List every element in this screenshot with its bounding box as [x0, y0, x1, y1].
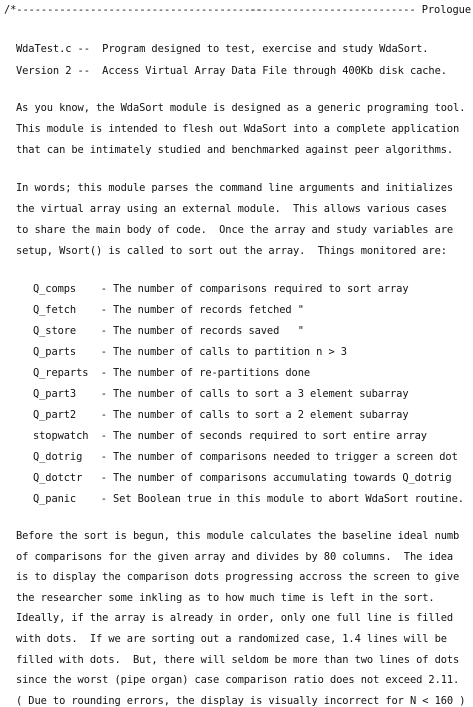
paragraph-line: setup, Wsort() is called to sort out the array. Things monitored are: [16, 245, 447, 257]
paragraph-line: that can be intimately studied and benchmarked against peer algorithms. [16, 144, 454, 156]
paragraph-line: As you know, the WdaSort module is designed as a generic programing tool. [16, 102, 466, 114]
variable-item: stopwatch - The number of seconds required to sort entire array [33, 430, 427, 442]
paragraph-line: of comparisons for the given array and divides by 80 columns. The idea [16, 550, 454, 563]
variable-item: Q_fetch - The number of records fetched " [33, 304, 304, 316]
variable-item: Q_dotrig - The number of comparisons needed to trigger a screen dot [33, 451, 458, 463]
paragraph-line: ( Due to rounding errors, the display is visually incorrect for N < 160 ) [16, 694, 466, 707]
paragraph-line: the virtual array using an external module. This allows various cases [16, 203, 447, 215]
paragraph-line: with dots. If we are sorting out a randomized case, 1.4 lines will be [16, 633, 447, 645]
paragraph-line: to share the main body of code. Once the array and study variables are [16, 224, 454, 236]
paragraph-line: Ideally, if the array is already in order, only one full line is filled [16, 612, 454, 625]
paragraph-line: This module is intended to flesh out WdaSort into a complete application [16, 123, 460, 135]
variable-item: Q_panic - Set Boolean true in this module to abort WdaSort routine. [33, 493, 464, 505]
variable-item: Q_comps - The number of comparisons required to sort array [33, 283, 409, 295]
variable-item: Q_dotctr - The number of comparisons accumulating towards Q_dotrig [33, 472, 452, 484]
header-title: --------------------------- Prologue [249, 4, 471, 16]
intro-line: WdaTest.c -- Program designed to test, exercise and study WdaSort. [16, 43, 429, 55]
paragraph-line: In words; this module parses the command line arguments and initializes [16, 182, 454, 194]
variable-item: Q_part3 - The number of calls to sort a 3 element subarray [33, 388, 409, 400]
variable-item: Q_part2 - The number of calls to sort a 2 element subarray [33, 409, 409, 421]
paragraph-line: the researcher some inkling as to how much time is left in the sort. [16, 591, 435, 604]
paragraph-line: is to display the comparison dots progressing accross the screen to give [16, 571, 460, 584]
variable-item: Q_reparts - The number of re-partitions done [33, 367, 311, 379]
variable-item: Q_store - The number of records saved " [33, 325, 304, 337]
variable-item: Q_parts - The number of calls to partition n > 3 [33, 346, 347, 358]
paragraph-line: since the worst (pipe organ) case comparison ratio does not exceed 2.11. [16, 674, 460, 687]
paragraph-line: filled with dots. But, there will seldom be more than two lines of dots [16, 653, 460, 666]
paragraph-line: Before the sort is begun, this module calculates the baseline ideal numb [16, 530, 460, 542]
intro-line: Version 2 -- Access Virtual Array Data File through 400Kb disk cache. [16, 65, 447, 77]
header-rule-left: /*---------------------------------------- [4, 4, 263, 16]
